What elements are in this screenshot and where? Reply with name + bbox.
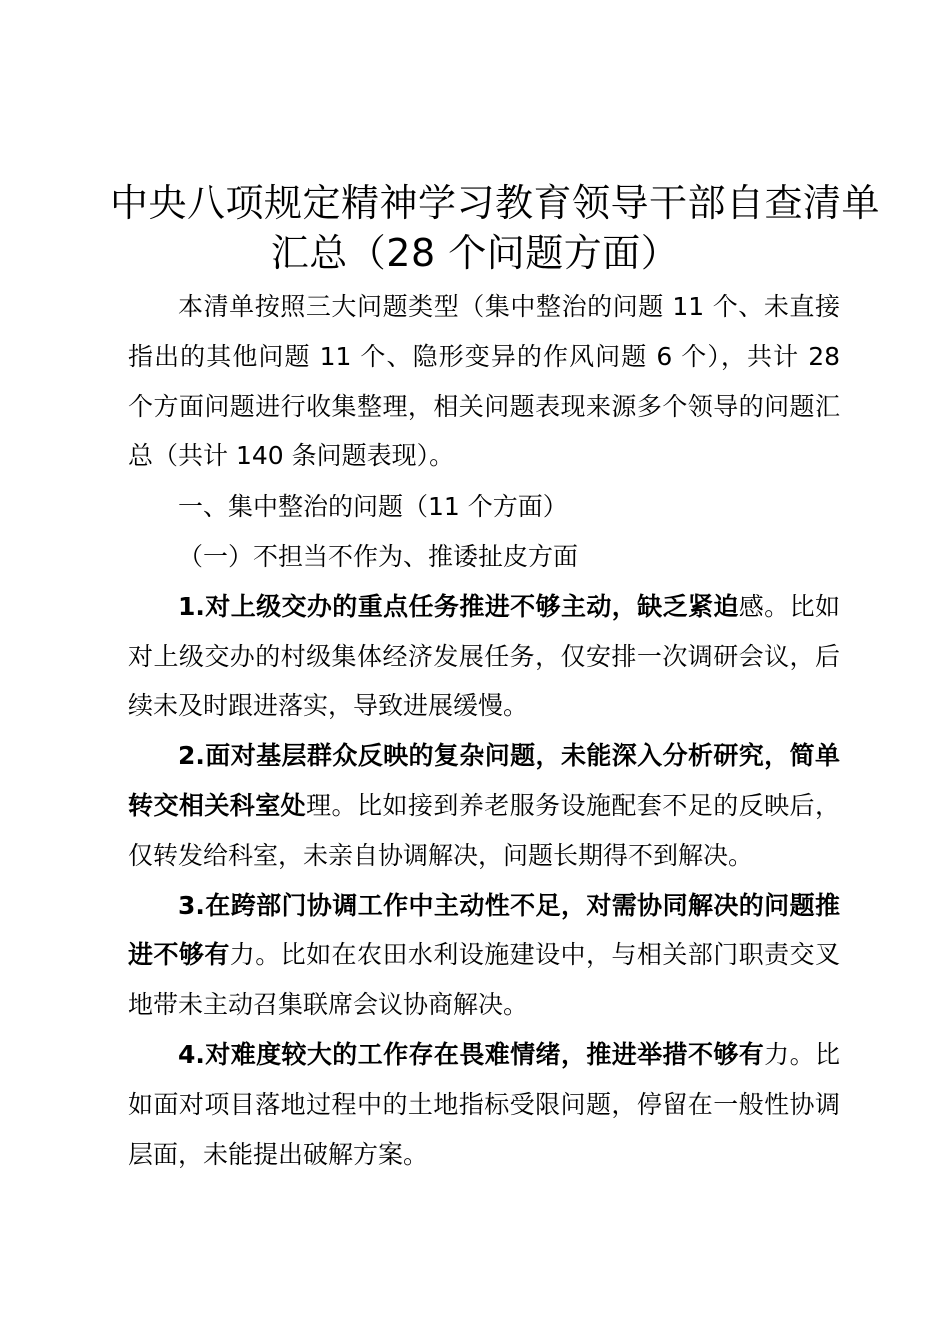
issue-item-2-text: 理。比如接到养老服务设施配套不足的反映后，仅转发给科室，未亲自协调解决，问题长期得不到解决。 — [128, 790, 840, 870]
section-heading: 一、集中整治的问题（11 个方面） — [178, 492, 568, 522]
issue-item-3-heading: 3.在跨部门协调工作中主动性不足，对需协同解决的问题推进不够有 — [128, 890, 840, 970]
subsection-heading: （一）不担当不作为、推诿扯皮方面 — [178, 541, 579, 571]
issue-item-1-heading: 1.对上级交办的重点任务推进不够主动，缺乏紧迫 — [178, 591, 739, 621]
issue-item-2 — [128, 731, 840, 880]
issue-item-1 — [128, 582, 840, 731]
issue-item-3 — [128, 881, 840, 1030]
issue-item-3-text: 力。比如在农田水利设施建设中，与相关部门职责交叉地带未主动召集联席会议协商解决。 — [128, 940, 840, 1020]
issue-item-4-heading: 4.对难度较大的工作存在畏难情绪，推进举措不够有 — [178, 1039, 765, 1069]
intro-paragraph: 本清单按照三大问题类型（集中整治的问题 11 个、未直接指出的其他问题 11 个、隐形变异的作风问题 6 个），共计 28 个方面问题进行收集整理，相关问题表现来源多个领导的问题汇总（共计 140 条问题表现）。 — [128, 292, 840, 471]
title-line-1: 中央八项规定精神学习教育领导干部自查清单 — [110, 181, 881, 225]
issue-item-4 — [128, 1030, 840, 1179]
issue-item-4-text: 力。比如面对项目落地过程中的土地指标受限问题，停留在一般性协调层面，未能提出破解方案。 — [128, 1039, 840, 1169]
issue-item-1-text: 感。比如对上级交办的村级集体经济发展任务，仅安排一次调研会议，后续未及时跟进落实，导致进展缓慢。 — [128, 591, 840, 721]
document-title — [110, 178, 881, 278]
document-body — [128, 282, 840, 1179]
title-line-2: 汇总（28 个问题方面） — [270, 231, 680, 275]
issue-item-2-heading: 2.面对基层群众反映的复杂问题，未能深入分析研究，简单转交相关科室处 — [128, 741, 840, 820]
